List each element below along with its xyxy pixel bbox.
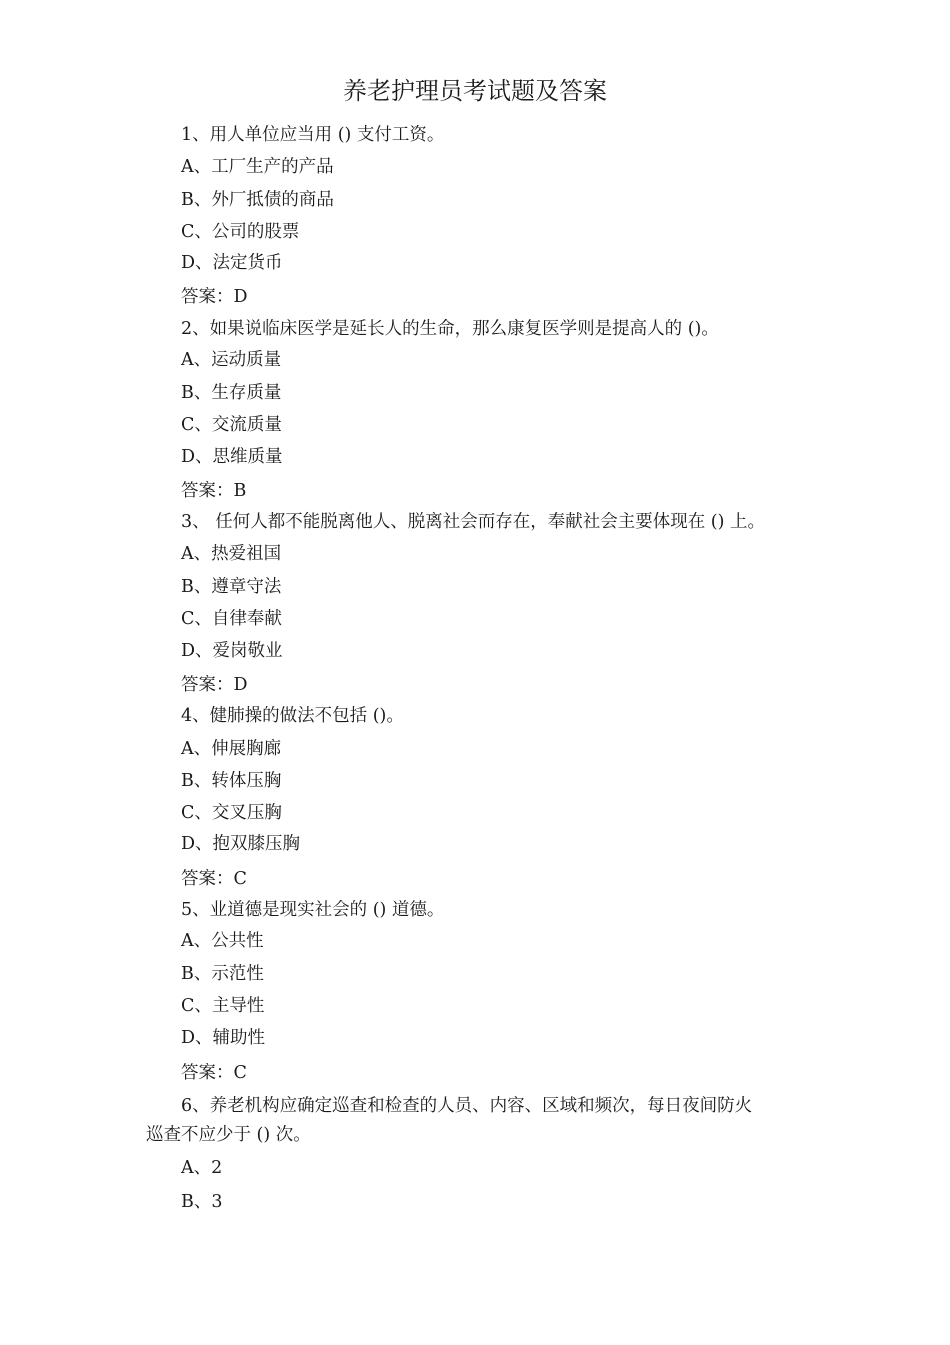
option-d: D、爱岗敬业 [181,641,283,661]
option-c: C、交叉压胸 [181,803,282,823]
option-b: B、转体压胸 [181,771,282,791]
page-title: 养老护理员考试题及答案 [343,77,607,105]
option-d: D、抱双膝压胸 [181,834,301,854]
option-b: B、外厂抵债的商品 [181,190,334,210]
option-c: C、交流质量 [181,415,282,435]
question-stem-line-2: 巡查不应少于 () 次。 [146,1125,311,1145]
option-a: A、运动质量 [181,350,282,370]
answer: 答案：C [181,1063,247,1083]
option-d: D、思维质量 [181,447,283,467]
question-stem-line-1: 6、养老机构应确定巡查和检查的人员、内容、区域和频次，每日夜间防火 [181,1096,753,1116]
question-stem: 1、用人单位应当用 () 支付工资。 [181,125,445,145]
option-c: C、自律奉献 [181,609,282,629]
option-c: C、公司的股票 [181,222,300,242]
question-stem: 3、 任何人都不能脱离他人、脱离社会而存在，奉献社会主要体现在 () 上。 [181,512,765,532]
option-a: A、伸展胸廊 [181,739,282,759]
answer: 答案：D [181,287,248,307]
option-b: B、示范性 [181,964,264,984]
question-stem: 2、如果说临床医学是延长人的生命，那么康复医学则是提高人的 ()。 [181,319,719,339]
answer: 答案：D [181,675,248,695]
option-b: B、3 [181,1192,223,1212]
option-a: A、工厂生产的产品 [181,157,334,177]
option-d: D、辅助性 [181,1028,266,1048]
answer: 答案：C [181,869,247,889]
option-b: B、遵章守法 [181,577,282,597]
option-a: A、热爱祖国 [181,544,282,564]
option-c: C、主导性 [181,996,265,1016]
option-d: D、法定货币 [181,253,283,273]
question-stem: 5、业道德是现实社会的 () 道德。 [181,900,445,920]
question-stem: 4、健肺操的做法不包括 ()。 [181,706,404,726]
option-a: A、公共性 [181,931,264,951]
answer: 答案：B [181,481,247,501]
option-b: B、生存质量 [181,383,282,403]
option-a: A、2 [181,1158,223,1178]
